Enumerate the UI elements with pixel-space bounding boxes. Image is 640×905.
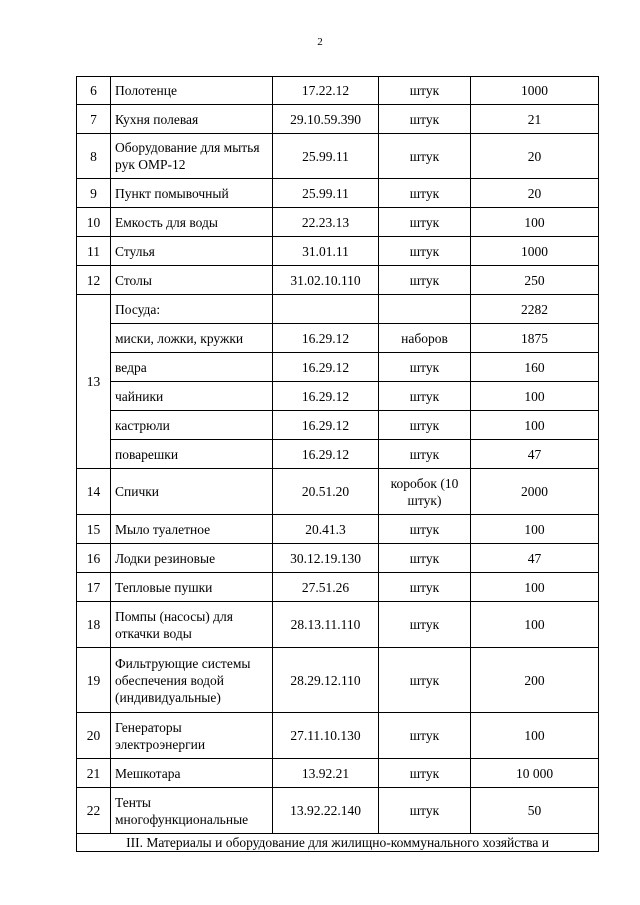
item-name: Мыло туалетное	[111, 515, 273, 544]
item-unit: штук	[379, 237, 471, 266]
item-quantity: 47	[471, 440, 599, 469]
item-code: 30.12.19.130	[273, 544, 379, 573]
item-quantity: 100	[471, 515, 599, 544]
item-unit: штук	[379, 602, 471, 648]
row-number: 19	[77, 648, 111, 713]
item-name: Тепловые пушки	[111, 573, 273, 602]
row-number: 13	[77, 295, 111, 469]
table-row	[77, 382, 599, 411]
item-code: 31.01.11	[273, 237, 379, 266]
item-unit: штук	[379, 713, 471, 759]
item-quantity: 250	[471, 266, 599, 295]
item-name: Мешкотара	[111, 759, 273, 788]
row-number: 10	[77, 208, 111, 237]
item-unit: штук	[379, 382, 471, 411]
item-unit: штук	[379, 134, 471, 179]
item-unit: коробок (10 штук)	[379, 469, 471, 515]
table-row	[77, 179, 599, 208]
table-row	[77, 573, 599, 602]
item-quantity: 20	[471, 134, 599, 179]
item-name: Генераторы электроэнергии	[111, 713, 273, 759]
table-row	[77, 208, 599, 237]
items-table	[76, 76, 599, 852]
table-row	[77, 266, 599, 295]
item-name: Помпы (насосы) для откачки воды	[111, 602, 273, 648]
item-quantity: 10 000	[471, 759, 599, 788]
table-row	[77, 77, 599, 105]
item-quantity: 50	[471, 788, 599, 834]
table-row	[77, 134, 599, 179]
item-unit: штук	[379, 77, 471, 105]
item-quantity: 100	[471, 382, 599, 411]
table-row	[77, 515, 599, 544]
item-unit: штук	[379, 179, 471, 208]
item-quantity: 100	[471, 208, 599, 237]
table-row	[77, 759, 599, 788]
item-unit: штук	[379, 544, 471, 573]
table-row	[77, 324, 599, 353]
item-code: 20.41.3	[273, 515, 379, 544]
item-code: 13.92.21	[273, 759, 379, 788]
row-number: 15	[77, 515, 111, 544]
item-name: Пункт помывочный	[111, 179, 273, 208]
table-row	[77, 237, 599, 266]
item-unit: штук	[379, 440, 471, 469]
item-code: 25.99.11	[273, 134, 379, 179]
item-name: Полотенце	[111, 77, 273, 105]
item-unit: штук	[379, 266, 471, 295]
row-number: 11	[77, 237, 111, 266]
item-code: 28.29.12.110	[273, 648, 379, 713]
item-quantity: 1000	[471, 237, 599, 266]
item-quantity: 20	[471, 179, 599, 208]
item-unit: штук	[379, 105, 471, 134]
item-quantity: 47	[471, 544, 599, 573]
item-unit: штук	[379, 208, 471, 237]
item-quantity: 200	[471, 648, 599, 713]
item-unit: штук	[379, 411, 471, 440]
item-unit: штук	[379, 353, 471, 382]
item-name: чайники	[111, 382, 273, 411]
item-quantity: 1000	[471, 77, 599, 105]
item-quantity: 21	[471, 105, 599, 134]
item-quantity: 2000	[471, 469, 599, 515]
item-code: 28.13.11.110	[273, 602, 379, 648]
item-unit: штук	[379, 515, 471, 544]
item-name: Кухня полевая	[111, 105, 273, 134]
item-code: 25.99.11	[273, 179, 379, 208]
row-number: 16	[77, 544, 111, 573]
item-code: 16.29.12	[273, 411, 379, 440]
table-row	[77, 440, 599, 469]
table-row	[77, 411, 599, 440]
row-number: 6	[77, 77, 111, 105]
table-row	[77, 648, 599, 713]
table-row	[77, 713, 599, 759]
item-code	[273, 295, 379, 324]
item-code: 17.22.12	[273, 77, 379, 105]
item-unit: штук	[379, 573, 471, 602]
row-number: 9	[77, 179, 111, 208]
item-name: поварешки	[111, 440, 273, 469]
item-code: 29.10.59.390	[273, 105, 379, 134]
item-name: Посуда:	[111, 295, 273, 324]
item-code: 16.29.12	[273, 440, 379, 469]
row-number: 8	[77, 134, 111, 179]
item-name: Спички	[111, 469, 273, 515]
row-number: 7	[77, 105, 111, 134]
item-name: миски, ложки, кружки	[111, 324, 273, 353]
item-name: Лодки резиновые	[111, 544, 273, 573]
table-row	[77, 544, 599, 573]
section-heading: III. Материалы и оборудование для жилищно-коммунального хозяйства и	[77, 834, 599, 852]
table-row	[77, 353, 599, 382]
item-code: 20.51.20	[273, 469, 379, 515]
row-number: 21	[77, 759, 111, 788]
row-number: 22	[77, 788, 111, 834]
table-row	[77, 295, 599, 324]
item-quantity: 1875	[471, 324, 599, 353]
item-quantity: 100	[471, 411, 599, 440]
item-code: 31.02.10.110	[273, 266, 379, 295]
section-heading-row	[77, 834, 599, 852]
item-name: Фильтрующие системы обеспечения водой (индивидуальные)	[111, 648, 273, 713]
item-quantity: 100	[471, 602, 599, 648]
item-quantity: 100	[471, 713, 599, 759]
page-number: 2	[317, 36, 323, 48]
table-row	[77, 602, 599, 648]
item-unit: штук	[379, 788, 471, 834]
item-name: Стулья	[111, 237, 273, 266]
item-name: Емкость для воды	[111, 208, 273, 237]
item-unit: штук	[379, 759, 471, 788]
item-name: ведра	[111, 353, 273, 382]
row-number: 14	[77, 469, 111, 515]
item-code: 27.51.26	[273, 573, 379, 602]
item-name: кастрюли	[111, 411, 273, 440]
row-number: 20	[77, 713, 111, 759]
item-code: 16.29.12	[273, 324, 379, 353]
item-unit	[379, 295, 471, 324]
table-row	[77, 788, 599, 834]
item-code: 22.23.13	[273, 208, 379, 237]
item-quantity: 160	[471, 353, 599, 382]
item-code: 16.29.12	[273, 353, 379, 382]
item-unit: штук	[379, 648, 471, 713]
item-name: Оборудование для мытья рук ОМР-12	[111, 134, 273, 179]
item-unit: наборов	[379, 324, 471, 353]
item-name: Тенты многофункциональные	[111, 788, 273, 834]
item-code: 13.92.22.140	[273, 788, 379, 834]
table-row	[77, 105, 599, 134]
row-number: 18	[77, 602, 111, 648]
table-row	[77, 469, 599, 515]
item-code: 16.29.12	[273, 382, 379, 411]
item-code: 27.11.10.130	[273, 713, 379, 759]
item-quantity: 100	[471, 573, 599, 602]
item-quantity: 2282	[471, 295, 599, 324]
item-name: Столы	[111, 266, 273, 295]
row-number: 17	[77, 573, 111, 602]
row-number: 12	[77, 266, 111, 295]
